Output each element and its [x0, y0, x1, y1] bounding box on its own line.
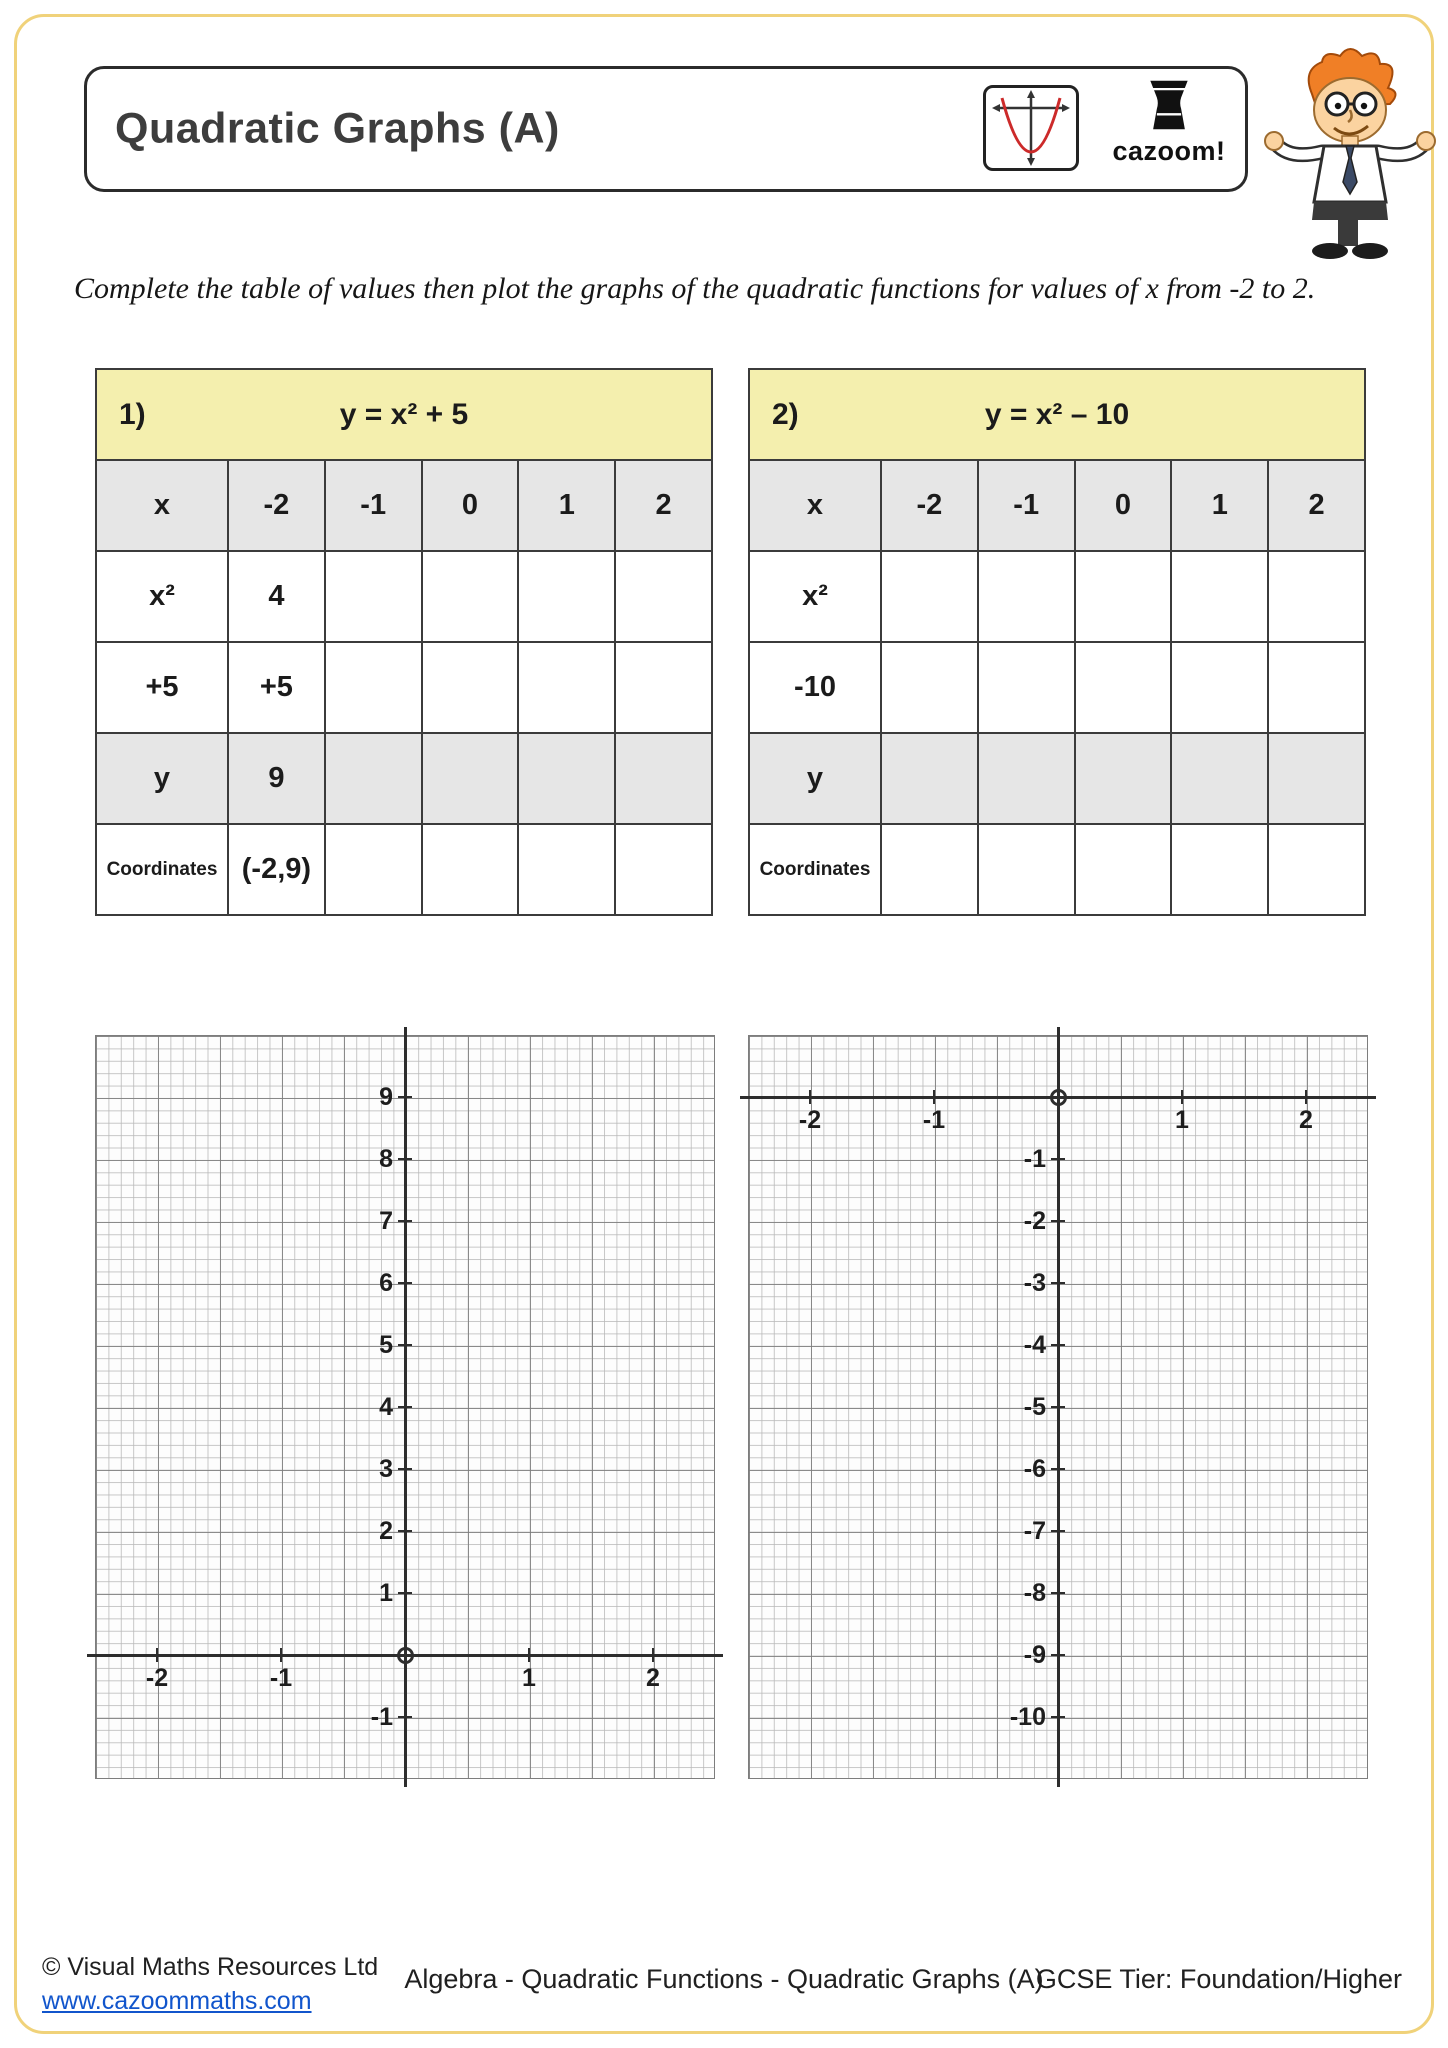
value-cell: [325, 642, 422, 733]
y-tick-label: -5: [1023, 1393, 1046, 1421]
graph-grid-1: [95, 1035, 715, 1779]
cazoom-logo: [1093, 77, 1245, 167]
y-tick-label: -2: [1023, 1207, 1046, 1235]
y-tick-label: 9: [379, 1083, 393, 1111]
value-cell: [1171, 733, 1268, 824]
values-table-2: [748, 368, 1366, 916]
mascot-character-icon: [1250, 48, 1440, 263]
instruction-text: Complete the table of values then plot the graphs of the quadratic functions for values of x from -2 to 2.: [74, 272, 1316, 305]
question-number: 1): [119, 397, 146, 431]
parabola-graph-icon: [986, 88, 1076, 168]
y-tick: [398, 1158, 412, 1161]
row-label: x²: [96, 551, 228, 642]
table-row: [749, 460, 1365, 551]
row-label: -10: [749, 642, 881, 733]
y-tick-label: -1: [370, 1703, 393, 1731]
x-tick: [652, 1648, 655, 1662]
y-tick: [398, 1716, 412, 1719]
value-cell: 4: [228, 551, 325, 642]
y-tick-label: 6: [379, 1269, 393, 1297]
x-tick: [809, 1090, 812, 1104]
y-tick-label: 7: [379, 1207, 393, 1235]
value-cell: [325, 824, 422, 915]
y-tick: [398, 1220, 412, 1223]
x-tick: [528, 1648, 531, 1662]
row-label: Coordinates: [749, 824, 881, 915]
value-cell: [1075, 824, 1172, 915]
value-cell: [881, 824, 978, 915]
value-cell: [1075, 551, 1172, 642]
footer-tier: GCSE Tier: Foundation/Higher: [1035, 1964, 1402, 1994]
x-tick: [1181, 1090, 1184, 1104]
value-cell: [1268, 551, 1365, 642]
x-tick-label: 2: [646, 1664, 660, 1692]
drum-icon: [1145, 77, 1193, 133]
table-row: [96, 733, 712, 824]
value-cell: [978, 824, 1075, 915]
equation-label: y = x² + 5: [339, 397, 469, 431]
value-cell: [1171, 642, 1268, 733]
y-tick-label: -6: [1023, 1455, 1046, 1483]
y-tick-label: -9: [1023, 1641, 1046, 1669]
value-cell: [881, 642, 978, 733]
table-row: [96, 551, 712, 642]
y-tick-label: 8: [379, 1145, 393, 1173]
table-row: [749, 733, 1365, 824]
x-tick-label: -1: [269, 1664, 293, 1692]
table-2-grid: [748, 368, 1366, 916]
y-tick: [1051, 1406, 1065, 1409]
value-cell: 1: [1171, 460, 1268, 551]
equation-row: [96, 369, 712, 460]
value-cell: [1268, 642, 1365, 733]
row-label: x²: [749, 551, 881, 642]
value-cell: [978, 733, 1075, 824]
x-tick-label: 1: [522, 1664, 536, 1692]
values-table-1: [95, 368, 713, 916]
value-cell: [518, 824, 615, 915]
value-cell: -1: [978, 460, 1075, 551]
value-cell: [978, 642, 1075, 733]
x-tick: [1305, 1090, 1308, 1104]
row-label: y: [749, 733, 881, 824]
value-cell: [422, 551, 519, 642]
value-cell: -2: [228, 460, 325, 551]
table-row: [96, 824, 712, 915]
value-cell: [325, 733, 422, 824]
y-tick: [398, 1468, 412, 1471]
value-cell: [422, 733, 519, 824]
value-cell: [422, 824, 519, 915]
origin-marker: [397, 1647, 414, 1664]
value-cell: [978, 551, 1075, 642]
x-tick-label: -2: [145, 1664, 169, 1692]
value-cell: [1075, 733, 1172, 824]
table-row: [96, 642, 712, 733]
y-tick: [1051, 1158, 1065, 1161]
equation-row: [749, 369, 1365, 460]
value-cell: [615, 824, 712, 915]
value-cell: [1268, 733, 1365, 824]
value-cell: [518, 551, 615, 642]
y-tick: [398, 1592, 412, 1595]
y-tick-label: -10: [1009, 1703, 1046, 1731]
value-cell: 2: [1268, 460, 1365, 551]
question-number: 2): [772, 397, 799, 431]
y-tick: [1051, 1592, 1065, 1595]
row-label: x: [749, 460, 881, 551]
x-tick-label: -2: [798, 1106, 822, 1134]
equation-label: y = x² – 10: [984, 397, 1130, 431]
y-tick-label: -4: [1023, 1331, 1046, 1359]
y-tick-label: 5: [379, 1331, 393, 1359]
value-cell: [881, 551, 978, 642]
y-tick-label: 4: [379, 1393, 393, 1421]
header: [84, 66, 1248, 192]
y-tick: [1051, 1468, 1065, 1471]
value-cell: [615, 551, 712, 642]
x-tick: [280, 1648, 283, 1662]
y-tick: [1051, 1530, 1065, 1533]
y-tick: [1051, 1716, 1065, 1719]
row-label: +5: [96, 642, 228, 733]
y-tick: [398, 1530, 412, 1533]
value-cell: [1171, 824, 1268, 915]
y-tick: [1051, 1654, 1065, 1657]
x-tick-label: 2: [1299, 1106, 1313, 1134]
x-tick: [933, 1090, 936, 1104]
value-cell: [1075, 642, 1172, 733]
table-row: [749, 642, 1365, 733]
y-tick-label: 2: [379, 1517, 393, 1545]
x-tick: [156, 1648, 159, 1662]
value-cell: [615, 733, 712, 824]
y-tick-label: -3: [1023, 1269, 1046, 1297]
value-cell: 2: [615, 460, 712, 551]
y-tick-label: 1: [379, 1579, 393, 1607]
value-cell: [615, 642, 712, 733]
row-label: y: [96, 733, 228, 824]
page-title: Quadratic Graphs (A): [115, 104, 560, 153]
value-cell: 0: [422, 460, 519, 551]
row-label: x: [96, 460, 228, 551]
y-tick: [398, 1096, 412, 1099]
table-1-grid: [95, 368, 713, 916]
footer-breadcrumb: Algebra - Quadratic Functions - Quadratic Graphs (A): [404, 1964, 1044, 1994]
y-tick: [1051, 1282, 1065, 1285]
y-tick: [398, 1282, 412, 1285]
value-cell: (-2,9): [228, 824, 325, 915]
value-cell: 1: [518, 460, 615, 551]
y-tick: [398, 1406, 412, 1409]
value-cell: [1268, 824, 1365, 915]
value-cell: 0: [1075, 460, 1172, 551]
y-tick: [398, 1344, 412, 1347]
website-link[interactable]: www.cazoommaths.com: [42, 1987, 312, 2015]
x-tick-label: -1: [922, 1106, 946, 1134]
y-tick: [1051, 1344, 1065, 1347]
value-cell: -2: [881, 460, 978, 551]
graph-grid-2: [748, 1035, 1368, 1779]
y-tick-label: -7: [1023, 1517, 1046, 1545]
brand-name: cazoom!: [1112, 136, 1226, 166]
table-row: [749, 824, 1365, 915]
value-cell: [422, 642, 519, 733]
y-tick-label: -8: [1023, 1579, 1046, 1607]
value-cell: [881, 733, 978, 824]
value-cell: -1: [325, 460, 422, 551]
value-cell: 9: [228, 733, 325, 824]
copyright-text: © Visual Maths Resources Ltd: [42, 1953, 379, 1981]
row-label: Coordinates: [96, 824, 228, 915]
value-cell: +5: [228, 642, 325, 733]
y-tick-label: 3: [379, 1455, 393, 1483]
y-tick-label: -1: [1023, 1145, 1046, 1173]
y-tick: [1051, 1220, 1065, 1223]
value-cell: [1171, 551, 1268, 642]
table-row: [749, 551, 1365, 642]
origin-marker: [1050, 1089, 1067, 1106]
value-cell: [518, 642, 615, 733]
value-cell: [518, 733, 615, 824]
x-tick-label: 1: [1175, 1106, 1189, 1134]
parabola-icon: [983, 85, 1079, 171]
table-row: [96, 460, 712, 551]
value-cell: [325, 551, 422, 642]
